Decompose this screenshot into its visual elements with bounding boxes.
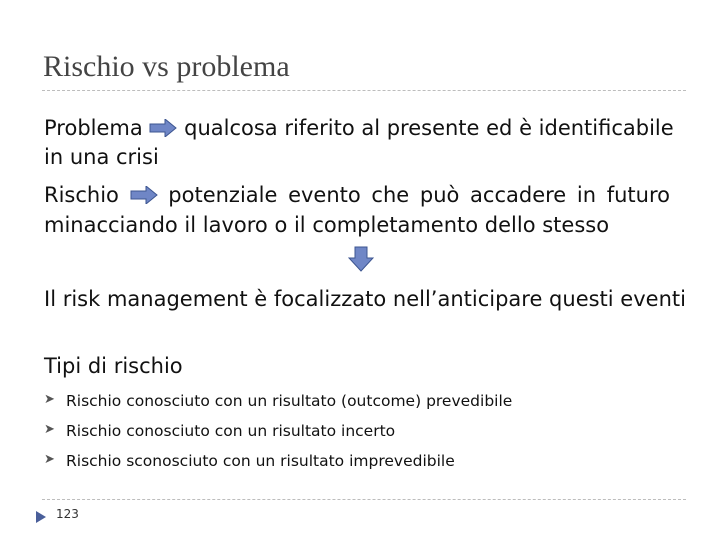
footer-divider: [42, 499, 686, 500]
arrow-down-icon: [348, 246, 374, 276]
slide-title: Rischio vs problema: [43, 50, 290, 83]
page-number: 123: [56, 507, 79, 521]
problema-line: [44, 114, 674, 142]
list-item: Rischio conosciuto con un risultato (outcome) prevedibile: [66, 392, 513, 410]
rischio-continuation: minacciando il lavoro o il completamento dello stesso: [44, 213, 610, 237]
triangle-marker-icon: [35, 509, 47, 528]
problema-definition: qualcosa riferito al presente ed è identificabile: [184, 116, 674, 140]
chevron-arrow-icon: ➤: [44, 422, 55, 437]
rischio-term: Rischio: [44, 183, 119, 207]
chevron-arrow-icon: ➤: [44, 392, 55, 407]
chevron-arrow-icon: ➤: [44, 452, 55, 467]
rischio-definition: potenziale evento che può accadere in futuro: [168, 183, 670, 207]
list-item: Rischio sconosciuto con un risultato imprevedibile: [66, 452, 455, 470]
types-heading: Tipi di rischio: [44, 354, 183, 378]
title-divider: [42, 90, 686, 91]
arrow-right-icon: [149, 119, 177, 137]
risk-management-statement: Il risk management è focalizzato nell’anticipare questi eventi: [44, 287, 686, 311]
list-item: Rischio conosciuto con un risultato incerto: [66, 422, 396, 440]
problema-continuation: in una crisi: [44, 145, 159, 169]
rischio-line: [44, 181, 670, 209]
arrow-right-icon: [130, 186, 158, 204]
problema-term: Problema: [44, 116, 143, 140]
